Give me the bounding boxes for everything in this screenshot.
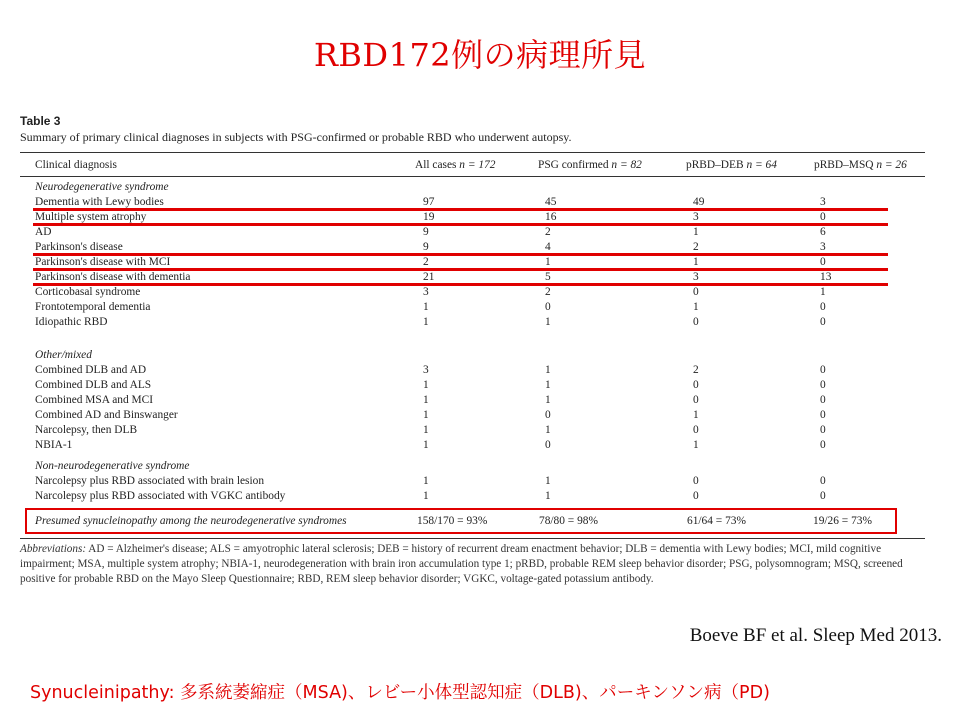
table-cell-msq: 1	[820, 286, 826, 298]
table-cell-deb: 0	[693, 394, 699, 406]
table-cell-msq: 0	[820, 439, 826, 451]
table-cell-msq: 3	[820, 196, 826, 208]
table-cell-all: 1	[423, 490, 429, 502]
table-cell-all: 1	[423, 379, 429, 391]
table-cell-msq: 0	[820, 211, 826, 223]
table-row-diagnosis: Combined AD and Binswanger	[35, 409, 178, 421]
header-prbd-deb: pRBD–DEB n = 64	[686, 159, 777, 171]
table-cell-psg: 1	[545, 364, 551, 376]
table-cell-msq: 0	[820, 475, 826, 487]
table-row-diagnosis: Combined DLB and ALS	[35, 379, 152, 391]
table-cell-psg: 1	[545, 475, 551, 487]
table-cell-psg: 1	[545, 394, 551, 406]
table-cell-deb: 0	[693, 316, 699, 328]
table-cell-psg: 0	[545, 409, 551, 421]
table-cell-psg: 4	[545, 241, 551, 253]
table-cell-msq: 0	[820, 256, 826, 268]
table-cell-psg: 45	[545, 196, 557, 208]
table-cell-msq: 0	[820, 394, 826, 406]
table-cell-deb: 1	[693, 439, 699, 451]
table-cell-all: 1	[423, 394, 429, 406]
abbreviations-note: Abbreviations: AD = Alzheimer's disease; ALS = amyotrophic lateral sclerosis; DEB = history of recurrent dream enactment behavior; DLB = dementia with Lewy bodies; MCI, mild cognitive impairment; MSA, multiple system atrophy; NBIA-1, neurodegeneration with brain iron accumulation type 1; pRBD, probable REM sleep behavior disorder; PSG, polysomnogram; MSQ, screened positive for probable RBD on the Mayo Sleep Questionnaire; RBD, REM sleep behavior disorder; VGKC, voltage-gated potassium antibody.	[20, 543, 903, 585]
table-row-diagnosis: Parkinson's disease	[35, 241, 123, 253]
table-cell-deb: 0	[693, 379, 699, 391]
highlight-line	[33, 283, 888, 286]
table-3	[20, 114, 930, 585]
table-top-rule	[20, 152, 925, 153]
table-cell-msq: 0	[820, 490, 826, 502]
table-cell-deb: 0	[693, 490, 699, 502]
table-cell-all: 1	[423, 409, 429, 421]
table-label: Table 3	[20, 114, 61, 128]
header-all-cases: All cases n = 172	[415, 159, 496, 171]
table-cell-all: 1	[423, 424, 429, 436]
table-cell-psg: 0	[545, 301, 551, 313]
table-cell-psg: 1	[545, 490, 551, 502]
table-cell-all: 9	[423, 226, 429, 238]
highlight-line	[33, 223, 888, 226]
table-cell-all: 1	[423, 475, 429, 487]
header-clinical-diagnosis: Clinical diagnosis	[35, 159, 117, 171]
table-row-diagnosis: Combined DLB and AD	[35, 364, 147, 376]
table-cell-all: 3	[423, 364, 429, 376]
table-cell-psg: 2	[545, 226, 551, 238]
table-row-diagnosis: Parkinson's disease with MCI	[35, 256, 171, 268]
header-prbd-msq: pRBD–MSQ n = 26	[814, 159, 907, 171]
table-row-diagnosis: Narcolepsy plus RBD associated with VGKC antibody	[35, 490, 286, 502]
table-cell-all: 2	[423, 256, 429, 268]
table-cell-msq: 0	[820, 379, 826, 391]
table-row-diagnosis: NBIA-1	[35, 439, 73, 451]
table-cell-deb: 1	[693, 226, 699, 238]
slide-title: RBD172例の病理所見	[313, 36, 647, 74]
table-bottom-rule	[20, 538, 925, 539]
table-cell-psg: 1	[545, 379, 551, 391]
header-bottom-rule	[20, 176, 925, 177]
table-cell-msq: 0	[820, 301, 826, 313]
table-cell-psg: 1	[545, 256, 551, 268]
table-cell-deb: 0	[693, 424, 699, 436]
table-caption: Summary of primary clinical diagnoses in subjects with PSG-confirmed or probable RBD who underwent autopsy.	[20, 130, 572, 144]
table-cell-msq: 13	[820, 271, 832, 283]
table-cell-msq: 0	[820, 364, 826, 376]
table-cell-deb: 0	[693, 475, 699, 487]
table-cell-deb: 0	[693, 286, 699, 298]
table-cell-psg: 0	[545, 439, 551, 451]
table-cell-deb: 2	[693, 241, 699, 253]
table-cell-all: 1	[423, 301, 429, 313]
table-cell-psg: 1	[545, 316, 551, 328]
section-title: Other/mixed	[35, 349, 92, 361]
table-cell-deb: 1	[693, 409, 699, 421]
table-cell-psg: 5	[545, 271, 551, 283]
table-cell-psg: 2	[545, 286, 551, 298]
table-cell-deb: 49	[693, 196, 705, 208]
table-cell-deb: 3	[693, 211, 699, 223]
table-row-diagnosis: Multiple system atrophy	[35, 211, 147, 223]
section-title: Non-neurodegenerative syndrome	[35, 460, 190, 472]
table-cell-all: 3	[423, 286, 429, 298]
table-row-diagnosis: Parkinson's disease with dementia	[35, 271, 191, 283]
section-title: Neurodegenerative syndrome	[35, 181, 169, 193]
table-cell-all: 1	[423, 439, 429, 451]
presumed-deb: 61/64 = 73%	[687, 515, 746, 527]
citation: Boeve BF et al. Sleep Med 2013.	[689, 625, 942, 646]
table-cell-deb: 1	[693, 256, 699, 268]
table-cell-deb: 2	[693, 364, 699, 376]
table-cell-msq: 0	[820, 409, 826, 421]
table-row-diagnosis: AD	[35, 226, 52, 238]
highlight-line	[33, 208, 888, 211]
table-cell-all: 1	[423, 316, 429, 328]
table-row-diagnosis: Narcolepsy, then DLB	[35, 424, 138, 436]
table-row-diagnosis: Frontotemporal dementia	[35, 301, 151, 313]
highlight-line	[33, 253, 888, 256]
table-row-diagnosis: Idiopathic RBD	[35, 316, 108, 328]
table-cell-psg: 1	[545, 424, 551, 436]
table-cell-all: 19	[423, 211, 435, 223]
table-cell-psg: 16	[545, 211, 557, 223]
table-row-diagnosis: Combined MSA and MCI	[35, 394, 154, 406]
table-cell-msq: 6	[820, 226, 826, 238]
table-cell-all: 9	[423, 241, 429, 253]
presumed-label: Presumed synucleinopathy among the neurodegenerative syndromes	[35, 515, 347, 527]
table-cell-msq: 0	[820, 316, 826, 328]
table-row-diagnosis: Corticobasal syndrome	[35, 286, 141, 298]
header-psg-confirmed: PSG confirmed n = 82	[538, 159, 642, 171]
footer-note: Synucleinipathy: 多系統萎縮症（MSA)、レビー小体型認知症（DLB)、パーキンソン病（PD)	[30, 683, 770, 703]
table-row-diagnosis: Narcolepsy plus RBD associated with brain lesion	[35, 475, 265, 487]
highlight-line	[33, 268, 888, 271]
table-cell-deb: 3	[693, 271, 699, 283]
table-cell-msq: 3	[820, 241, 826, 253]
table-cell-all: 21	[423, 271, 435, 283]
presumed-msq: 19/26 = 73%	[813, 515, 872, 527]
table-cell-all: 97	[423, 196, 435, 208]
table-cell-deb: 1	[693, 301, 699, 313]
presumed-all: 158/170 = 93%	[417, 515, 488, 527]
table-cell-msq: 0	[820, 424, 826, 436]
presumed-psg: 78/80 = 98%	[539, 515, 598, 527]
table-row-diagnosis: Dementia with Lewy bodies	[35, 196, 164, 208]
